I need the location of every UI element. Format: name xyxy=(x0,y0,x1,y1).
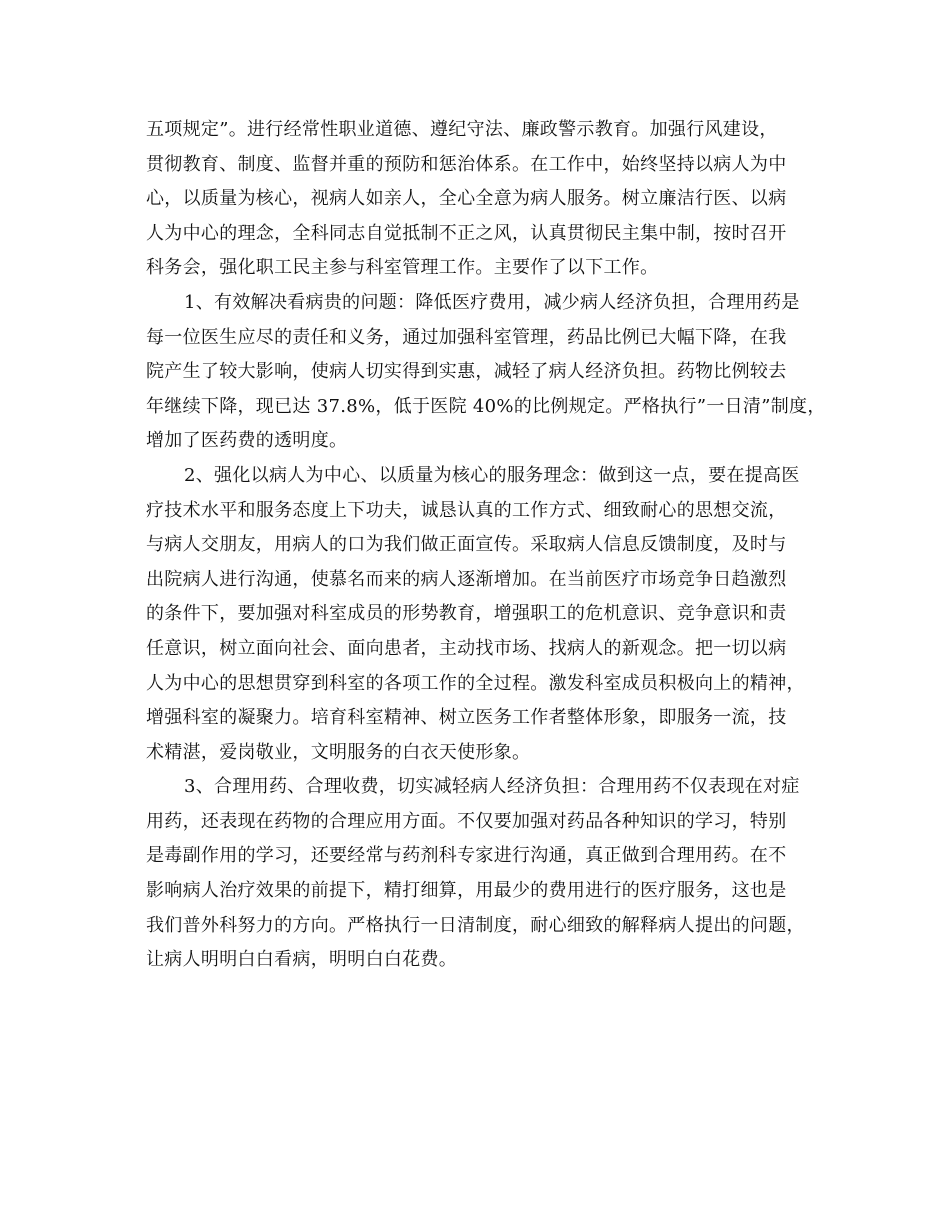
paragraph-1-heading-line: 1、有效解决看病贵的问题：降低医疗费用，减少病人经济负担，合理用药是 xyxy=(184,291,800,313)
document-body xyxy=(146,113,826,978)
paragraph-3-heading-line: 3、合理用药、合理收费，切实减轻病人经济负担：合理用药不仅表现在对症 xyxy=(184,776,800,798)
text-line: 每一位医生应尽的责任和义务，通过加强科室管理，药品比例已大幅下降，在我 xyxy=(146,326,787,348)
text-line: 我们普外科努力的方向。严格执行一日清制度，耐心细致的解释病人提出的问题， xyxy=(146,914,805,936)
text-line: 五项规定”。进行经常性职业道德、遵纪守法、廉政警示教育。加强行风建设， xyxy=(146,119,778,140)
text-line: 年继续下降，现已达 37.8%，低于医院 40%的比例规定。严格执行”一日清”制度， xyxy=(146,395,826,417)
text-line: 疗技术水平和服务态度上下功夫，诚恳认真的工作方式、细致耐心的思想交流， xyxy=(146,499,787,521)
text-line: 任意识，树立面向社会、面向患者，主动找市场、找病人的新观念。把一切以病 xyxy=(146,637,787,659)
text-line: 的条件下，要加强对科室成员的形势教育，增强职工的危机意识、竞争意识和责 xyxy=(146,603,787,625)
paragraph-2-heading-line: 2、强化以病人为中心、以质量为核心的服务理念：做到这一点，要在提高医 xyxy=(184,464,800,486)
text-line: 出院病人进行沟通，使慕名而来的病人逐渐增加。在当前医疗市场竞争日趋激烈 xyxy=(146,568,787,590)
text-line: 与病人交朋友，用病人的口为我们做正面宣传。采取病人信息反馈制度，及时与 xyxy=(146,534,787,556)
text-line: 人为中心的思想贯穿到科室的各项工作的全过程。激发科室成员积极向上的精神， xyxy=(146,672,805,694)
text-line: 增强科室的凝聚力。培育科室精神、树立医务工作者整体形象，即服务一流，技 xyxy=(146,707,787,729)
text-line: 人为中心的理念，全科同志自觉抵制不正之风，认真贯彻民主集中制，按时召开 xyxy=(146,222,787,244)
text-line: 是毒副作用的学习，还要经常与药剂科专家进行沟通，真正做到合理用药。在不 xyxy=(146,845,787,867)
text-line: 贯彻教育、制度、监督并重的预防和惩治体系。在工作中，始终坚持以病人为中 xyxy=(146,153,787,175)
text-line: 科务会，强化职工民主参与科室管理工作。主要作了以下工作。 xyxy=(146,257,659,279)
text-line: 让病人明明白白看病，明明白白花费。 xyxy=(146,949,458,971)
text-line: 用药，还表现在药物的合理应用方面。不仅要加强对药品各种知识的学习，特别 xyxy=(146,810,787,832)
text-line: 影响病人治疗效果的前提下，精打细算，用最少的费用进行的医疗服务，这也是 xyxy=(146,880,787,902)
text-line: 增加了医药费的透明度。 xyxy=(146,430,348,452)
text-line: 院产生了较大影响，使病人切实得到实惠，减轻了病人经济负担。药物比例较去 xyxy=(146,361,787,383)
text-line: 心，以质量为核心，视病人如亲人，全心全意为病人服务。树立廉洁行医、以病 xyxy=(146,188,787,210)
text-line: 术精湛，爱岗敬业，文明服务的白衣天使形象。 xyxy=(146,741,531,763)
